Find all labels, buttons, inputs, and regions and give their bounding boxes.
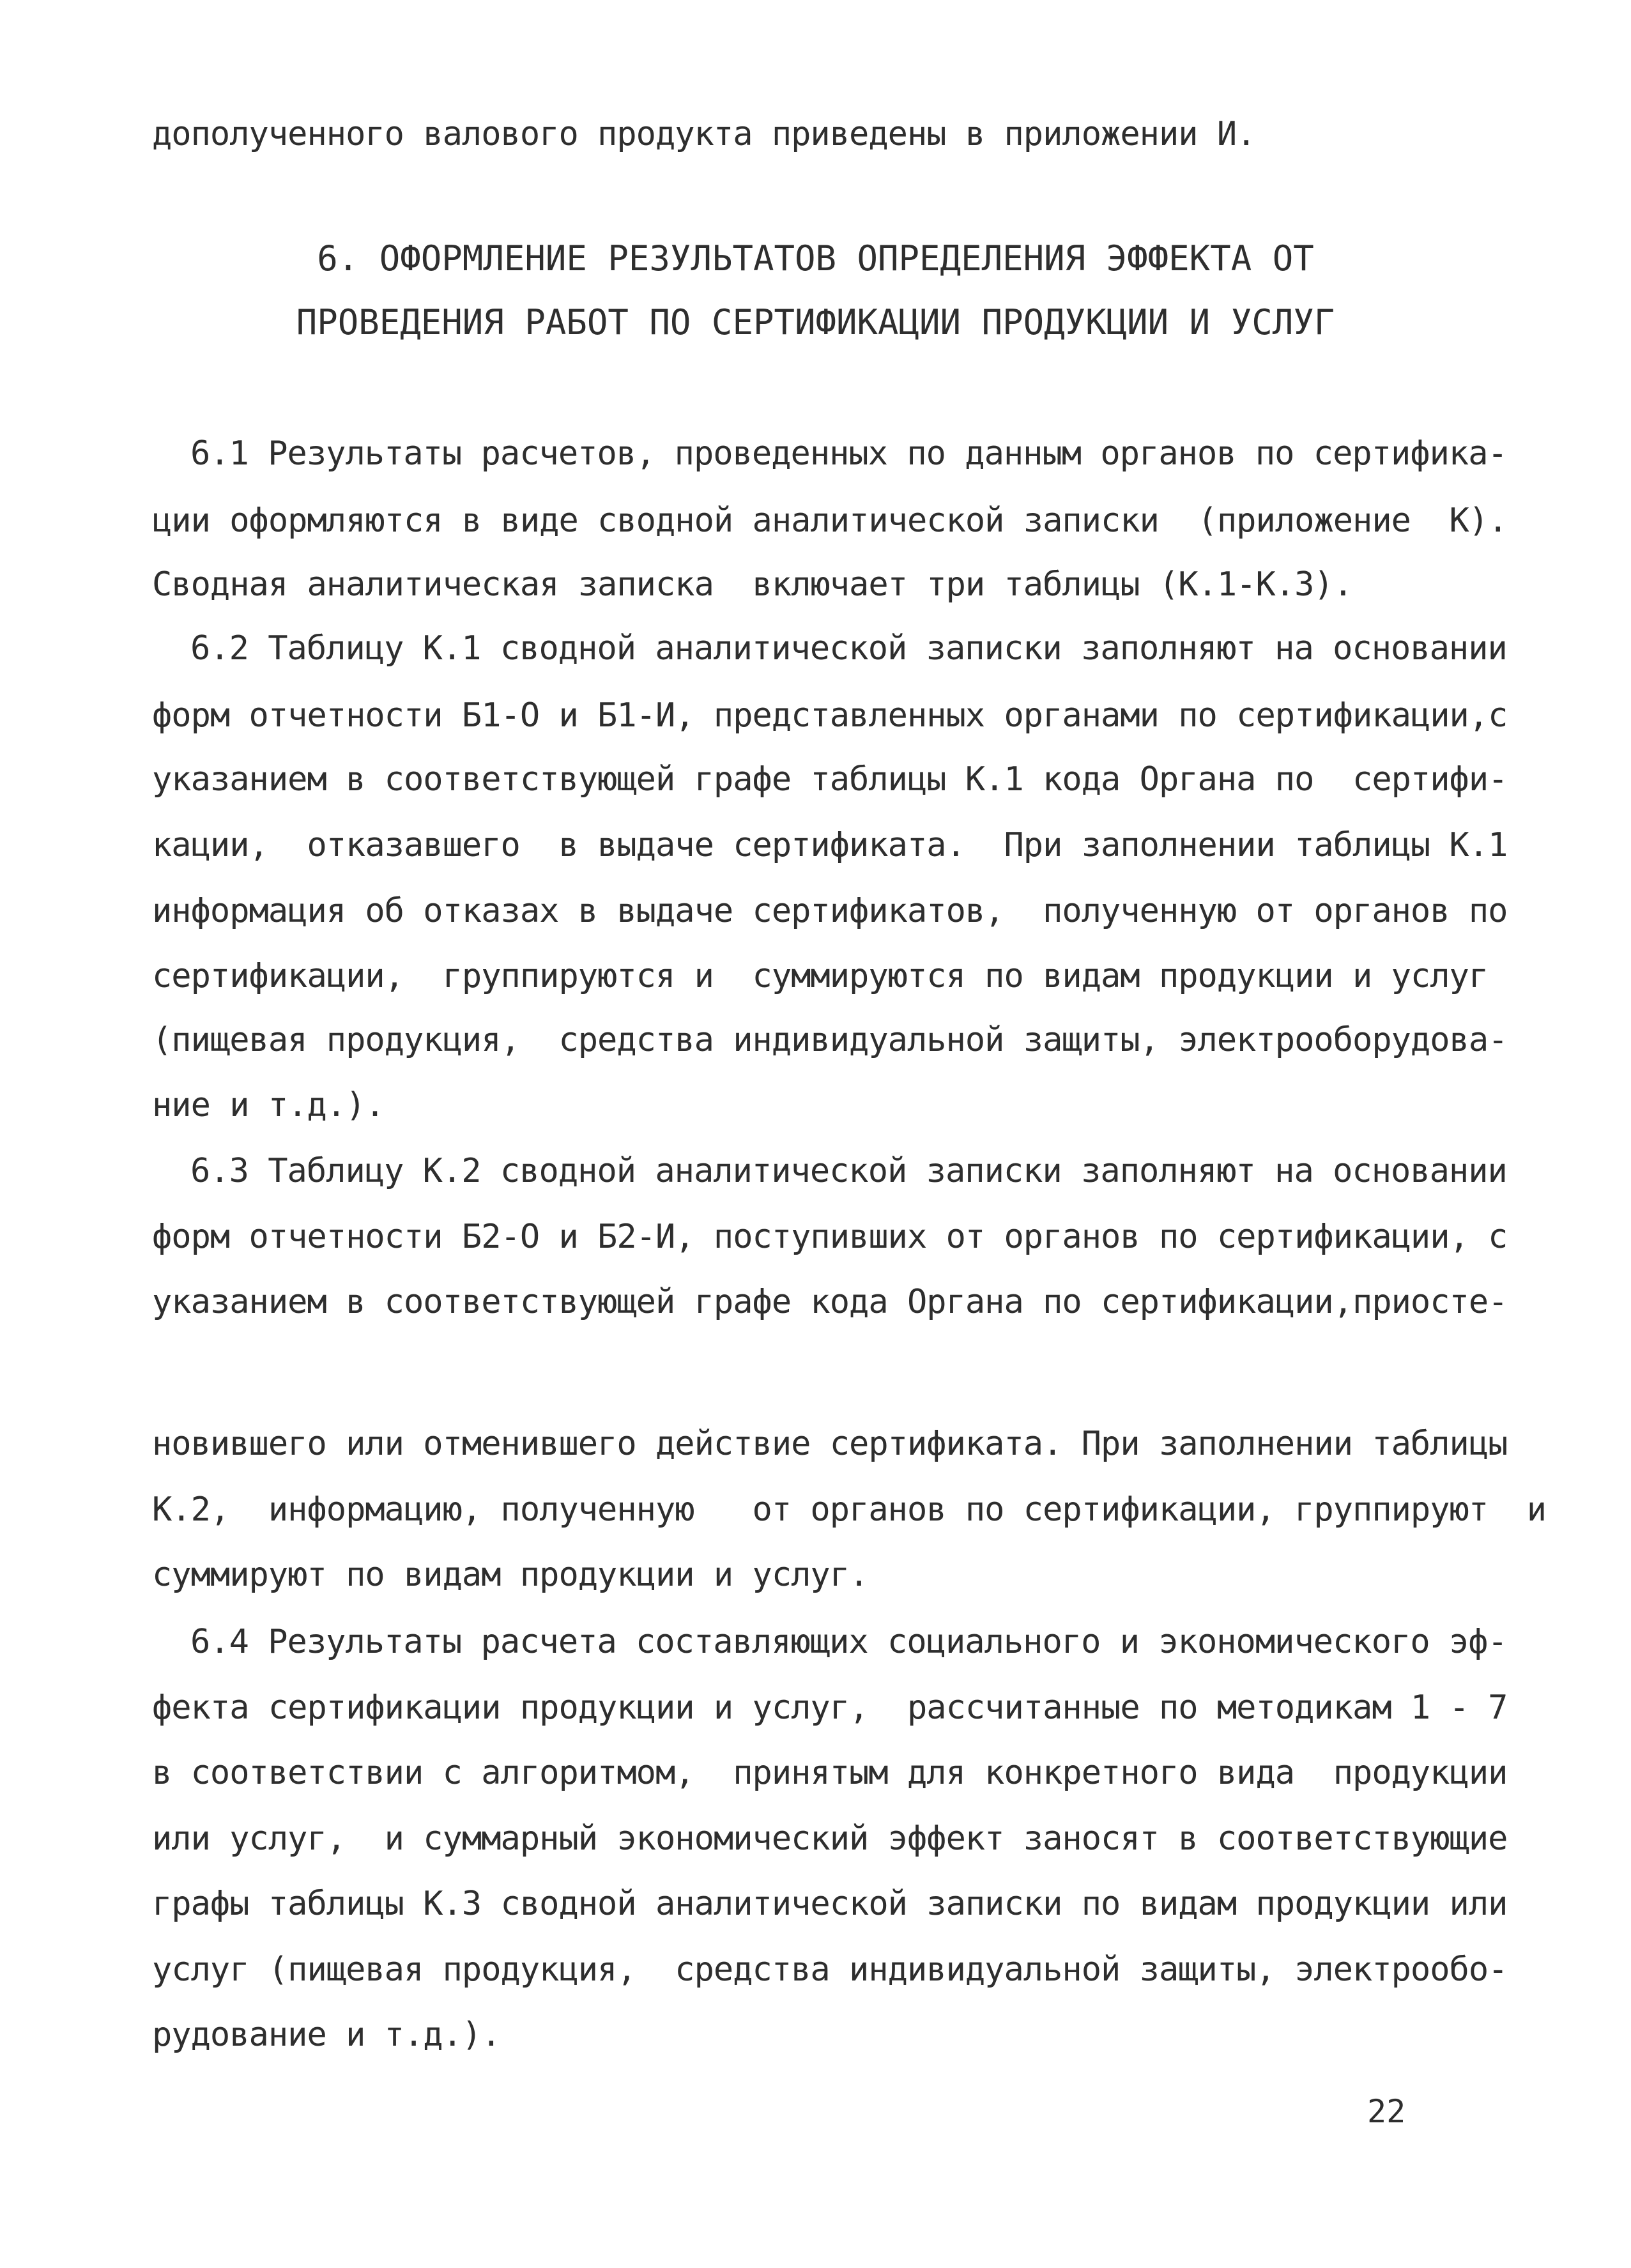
paragraph-6-4-line: фекта сертификации продукции и услуг, рассчитанные по методикам 1 - 7 [152, 1689, 1508, 1727]
paragraph-6-1-line: ции оформляются в виде сводной аналитической записки (приложение К). [152, 502, 1508, 540]
paragraph-6-4-line: 6.4 Результаты расчета составляющих социального и экономического эф- [190, 1623, 1507, 1661]
paragraph-6-4-line: рудование и т.д.). [152, 2016, 501, 2054]
section-heading-line-1: 6. ОФОРМЛЕНИЕ РЕЗУЛЬТАТОВ ОПРЕДЕЛЕНИЯ ЭФФЕКТА ОТ [317, 238, 1314, 279]
paragraph-6-2-line: сертификации, группируются и суммируются по видам продукции и услуг [152, 957, 1489, 995]
paragraph-6-3-line: новившего или отменившего действие сертификата. При заполнении таблицы [152, 1425, 1508, 1463]
paragraph-6-2-line: (пищевая продукция, средства индивидуальной защиты, электрооборудова- [152, 1021, 1508, 1059]
section-heading-line-2: ПРОВЕДЕНИЯ РАБОТ ПО СЕРТИФИКАЦИИ ПРОДУКЦИИ И УСЛУГ [296, 302, 1335, 342]
paragraph-6-3-line: указанием в соответствующей графе кода Органа по сертификации,приосте- [152, 1283, 1508, 1321]
page-number: 22 [1367, 2093, 1406, 2130]
paragraph-6-3-line: форм отчетности Б2-О и Б2-И, поступивших от органов по сертификации, с [152, 1218, 1508, 1256]
text-line: дополученного валового продукта приведены в приложении И. [152, 115, 1256, 153]
paragraph-6-2-line: 6.2 Таблицу К.1 сводной аналитической записки заполняют на основании [190, 629, 1507, 668]
paragraph-6-3-line: 6.3 Таблицу К.2 сводной аналитической записки заполняют на основании [190, 1152, 1507, 1190]
paragraph-6-1-line: 6.1 Результаты расчетов, проведенных по данным органов по сертифика- [190, 434, 1507, 473]
paragraph-6-2-line: указанием в соответствующей графе таблицы К.1 кода Органа по сертифи- [152, 760, 1508, 799]
paragraph-6-1-line: Сводная аналитическая записка включает три таблицы (К.1-К.3). [152, 565, 1353, 604]
paragraph-6-3-line: К.2, информацию, полученную от органов по сертификации, группируют и [152, 1490, 1547, 1529]
paragraph-6-4-line: или услуг, и суммарный экономический эффект заносят в соответствующие [152, 1820, 1508, 1858]
paragraph-6-2-line: ние и т.д.). [152, 1086, 385, 1124]
paragraph-6-4-line: графы таблицы К.3 сводной аналитической записки по видам продукции или [152, 1885, 1508, 1923]
paragraph-6-2-line: кации, отказавшего в выдаче сертификата. При заполнении таблицы К.1 [152, 826, 1508, 864]
paragraph-6-4-line: услуг (пищевая продукция, средства индивидуальной защиты, электрообо- [152, 1950, 1508, 1989]
paragraph-6-3-line: суммируют по видам продукции и услуг. [152, 1556, 869, 1594]
paragraph-6-4-line: в соответствии с алгоритмом, принятым для конкретного вида продукции [152, 1754, 1508, 1792]
paragraph-6-2-line: форм отчетности Б1-О и Б1-И, представленных органами по сертификации,с [152, 696, 1508, 735]
paragraph-6-2-line: информация об отказах в выдаче сертификатов, полученную от органов по [152, 892, 1508, 930]
